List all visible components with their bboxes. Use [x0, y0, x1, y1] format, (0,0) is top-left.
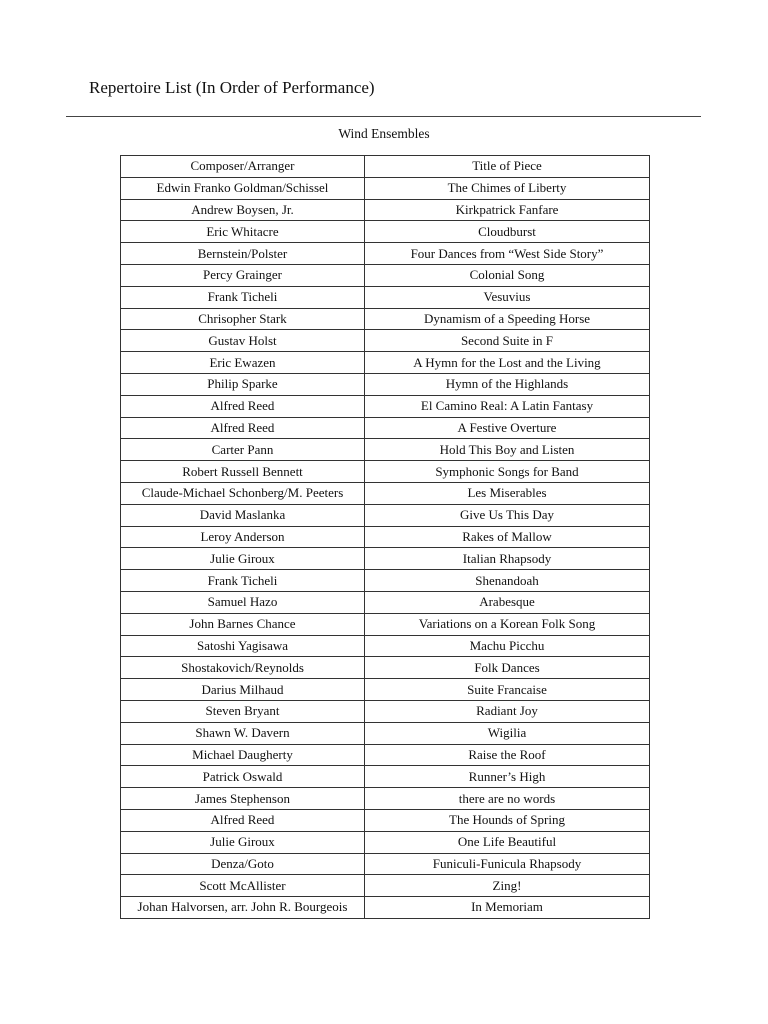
table-row	[121, 526, 650, 548]
table-header-row	[121, 156, 650, 178]
piece-title-cell: Dynamism of a Speeding Horse	[365, 308, 650, 330]
piece-title-cell: Rakes of Mallow	[365, 526, 650, 548]
composer-cell: Alfred Reed	[121, 395, 365, 417]
piece-title-cell: Suite Francaise	[365, 679, 650, 701]
table-row	[121, 853, 650, 875]
composer-cell: Andrew Boysen, Jr.	[121, 199, 365, 221]
composer-cell: Steven Bryant	[121, 700, 365, 722]
composer-cell: Patrick Oswald	[121, 766, 365, 788]
piece-title-cell: Folk Dances	[365, 657, 650, 679]
piece-title-cell: Colonial Song	[365, 264, 650, 286]
piece-title-cell: Vesuvius	[365, 286, 650, 308]
table-row	[121, 330, 650, 352]
composer-cell: Leroy Anderson	[121, 526, 365, 548]
piece-title-cell: Runner’s High	[365, 766, 650, 788]
piece-title-cell: Kirkpatrick Fanfare	[365, 199, 650, 221]
piece-title-cell: Shenandoah	[365, 570, 650, 592]
piece-title-cell: Second Suite in F	[365, 330, 650, 352]
table-row	[121, 286, 650, 308]
composer-cell: Shawn W. Davern	[121, 722, 365, 744]
table-row	[121, 635, 650, 657]
piece-title-cell: Hold This Boy and Listen	[365, 439, 650, 461]
composer-cell: Bernstein/Polster	[121, 243, 365, 265]
composer-cell: Gustav Holst	[121, 330, 365, 352]
composer-cell: Chrisopher Stark	[121, 308, 365, 330]
table-row	[121, 548, 650, 570]
piece-title-cell: A Festive Overture	[365, 417, 650, 439]
column-header-composer: Composer/Arranger	[121, 156, 365, 178]
composer-cell: Frank Ticheli	[121, 286, 365, 308]
table-row	[121, 177, 650, 199]
piece-title-cell: Radiant Joy	[365, 700, 650, 722]
table-row	[121, 395, 650, 417]
composer-cell: Claude-Michael Schonberg/M. Peeters	[121, 482, 365, 504]
piece-title-cell: Symphonic Songs for Band	[365, 461, 650, 483]
piece-title-cell: Machu Picchu	[365, 635, 650, 657]
table-row	[121, 897, 650, 919]
section-heading: Wind Ensembles	[338, 126, 430, 141]
composer-cell: Denza/Goto	[121, 853, 365, 875]
repertoire-table	[120, 155, 650, 919]
piece-title-cell: Funiculi-Funicula Rhapsody	[365, 853, 650, 875]
composer-cell: David Maslanka	[121, 504, 365, 526]
piece-title-cell: Give Us This Day	[365, 504, 650, 526]
piece-title-cell: Cloudburst	[365, 221, 650, 243]
table-row	[121, 461, 650, 483]
composer-cell: Alfred Reed	[121, 809, 365, 831]
composer-cell: Eric Ewazen	[121, 352, 365, 374]
table-body	[121, 177, 650, 918]
piece-title-cell: El Camino Real: A Latin Fantasy	[365, 395, 650, 417]
composer-cell: John Barnes Chance	[121, 613, 365, 635]
table-row	[121, 482, 650, 504]
title-divider	[66, 116, 701, 117]
table-row	[121, 875, 650, 897]
composer-cell: Satoshi Yagisawa	[121, 635, 365, 657]
composer-cell: Darius Milhaud	[121, 679, 365, 701]
composer-cell: Percy Grainger	[121, 264, 365, 286]
composer-cell: James Stephenson	[121, 788, 365, 810]
piece-title-cell: Raise the Roof	[365, 744, 650, 766]
composer-cell: Carter Pann	[121, 439, 365, 461]
composer-cell: Philip Sparke	[121, 373, 365, 395]
composer-cell: Julie Giroux	[121, 831, 365, 853]
table-row	[121, 591, 650, 613]
piece-title-cell: Wigilia	[365, 722, 650, 744]
composer-cell: Johan Halvorsen, arr. John R. Bourgeois	[121, 897, 365, 919]
table-row	[121, 264, 650, 286]
piece-title-cell: Les Miserables	[365, 482, 650, 504]
piece-title-cell: there are no words	[365, 788, 650, 810]
piece-title-cell: Zing!	[365, 875, 650, 897]
table-row	[121, 570, 650, 592]
piece-title-cell: The Chimes of Liberty	[365, 177, 650, 199]
piece-title-cell: Italian Rhapsody	[365, 548, 650, 570]
piece-title-cell: Variations on a Korean Folk Song	[365, 613, 650, 635]
composer-cell: Alfred Reed	[121, 417, 365, 439]
piece-title-cell: Hymn of the Highlands	[365, 373, 650, 395]
piece-title-cell: Four Dances from “West Side Story”	[365, 243, 650, 265]
piece-title-cell: Arabesque	[365, 591, 650, 613]
piece-title-cell: A Hymn for the Lost and the Living	[365, 352, 650, 374]
table-row	[121, 788, 650, 810]
table-row	[121, 504, 650, 526]
table-row	[121, 243, 650, 265]
composer-cell: Samuel Hazo	[121, 591, 365, 613]
table-row	[121, 766, 650, 788]
composer-cell: Edwin Franko Goldman/Schissel	[121, 177, 365, 199]
table-row	[121, 744, 650, 766]
composer-cell: Scott McAllister	[121, 875, 365, 897]
composer-cell: Michael Daugherty	[121, 744, 365, 766]
table-row	[121, 809, 650, 831]
table-row	[121, 373, 650, 395]
table-row	[121, 308, 650, 330]
composer-cell: Frank Ticheli	[121, 570, 365, 592]
composer-cell: Eric Whitacre	[121, 221, 365, 243]
piece-title-cell: The Hounds of Spring	[365, 809, 650, 831]
table-row	[121, 679, 650, 701]
table-row	[121, 199, 650, 221]
column-header-title: Title of Piece	[365, 156, 650, 178]
composer-cell: Shostakovich/Reynolds	[121, 657, 365, 679]
page-title: Repertoire List (In Order of Performance)	[89, 78, 375, 97]
table-row	[121, 352, 650, 374]
table-row	[121, 700, 650, 722]
table-row	[121, 417, 650, 439]
piece-title-cell: In Memoriam	[365, 897, 650, 919]
table-row	[121, 657, 650, 679]
piece-title-cell: One Life Beautiful	[365, 831, 650, 853]
table-row	[121, 831, 650, 853]
table-row	[121, 722, 650, 744]
composer-cell: Julie Giroux	[121, 548, 365, 570]
composer-cell: Robert Russell Bennett	[121, 461, 365, 483]
table-row	[121, 439, 650, 461]
table-row	[121, 613, 650, 635]
table-row	[121, 221, 650, 243]
